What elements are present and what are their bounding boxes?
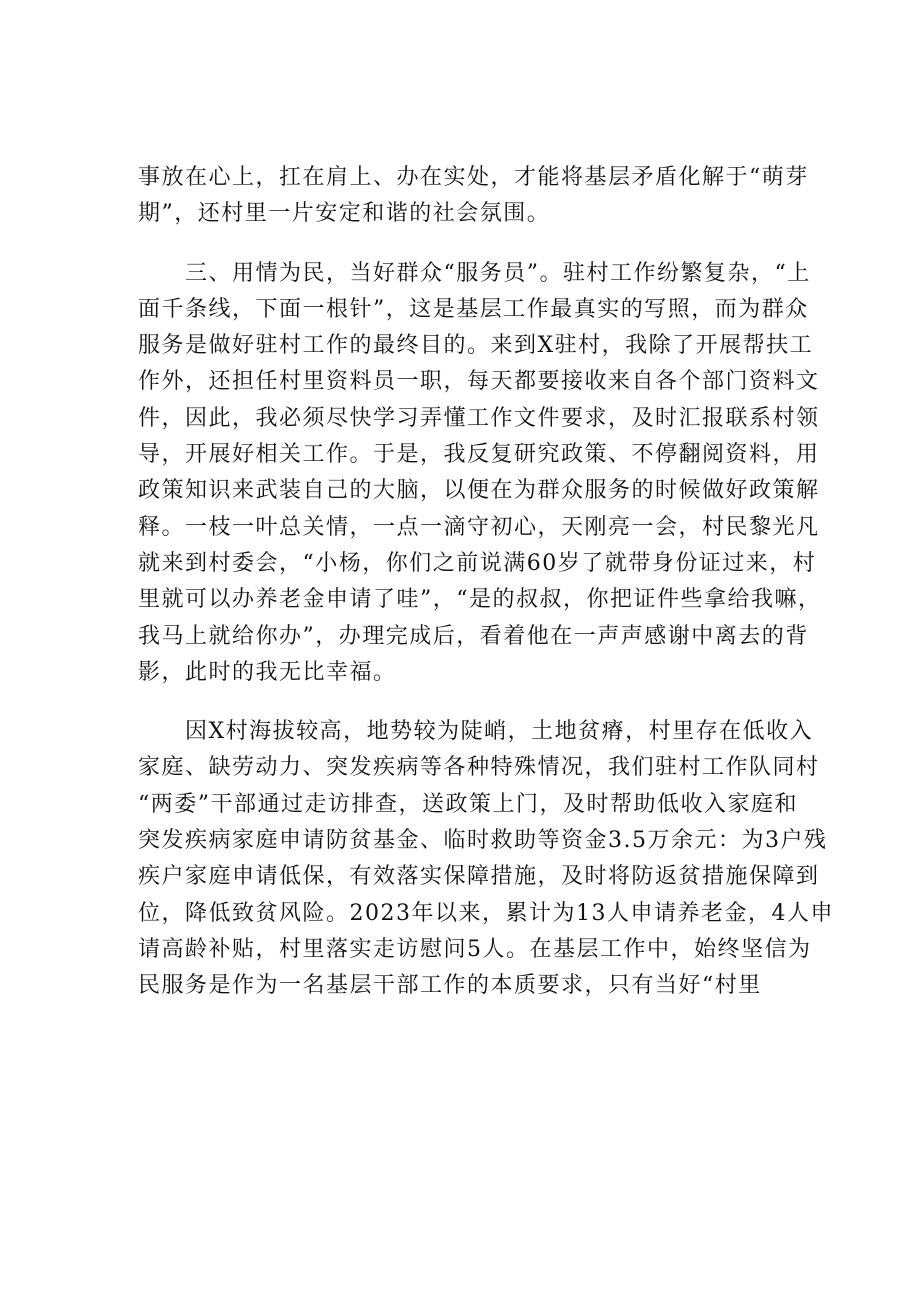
text-line: 期”，还村里一片安定和谐的社会氛围。 [138,201,551,227]
text-line: 政策知识来武装自己的大脑，以便在为群众服务的时候做好政策解 [138,478,820,504]
text-line: 影，此时的我无比幸福。 [138,659,397,685]
text-line: 里就可以办养老金申请了哇”，“是的叔叔，你把证件些拿给我嘛， [138,587,822,613]
paragraph-gap [138,691,794,714]
paragraph-1 [138,160,809,233]
paragraph-gap [138,233,794,256]
text-line: 作外，还担任村里资料员一职，每天都要接收来自各个部门资料文 [138,369,820,395]
text-line: 突发疾病家庭申请防贫基金、临时救助等资金3.5万余元：为3户残 [138,828,828,854]
text-line: 面千条线，下面一根针”，这是基层工作最真实的写照，而为群众 [138,296,809,322]
text-line: 导，开展好相关工作。于是，我反复研究政策、不停翻阅资料，用 [138,442,820,468]
paragraph-2 [138,256,822,692]
text-line: 因X村海拔较高，地势较为陡峭，土地贫瘠，村里存在低收入 [138,719,814,745]
text-line: 事放在心上，扛在肩上、办在实处，才能将基层矛盾化解于“萌芽 [138,165,809,190]
text-line: 位，降低致贫风险。2023年以来，累计为13人申请养老金，4人申 [138,900,834,926]
text-line: 疾户家庭申请低保，有效落实保障措施，及时将防返贫措施保障到 [138,864,820,890]
text-line: 民服务是作为一名基层干部工作的本质要求，只有当好“村里 [138,973,762,999]
text-line: 三、用情为民，当好群众“服务员”。驻村工作纷繁复杂，“上 [138,260,811,286]
text-line: 服务是做好驻村工作的最终目的。来到X驻村，我除了开展帮扶工 [138,333,814,359]
text-line: “两委”干部通过走访排查，送政策上门，及时帮助低收入家庭和 [138,791,798,817]
paragraph-3 [138,714,834,1004]
document-body [138,160,834,1005]
text-line: 件，因此，我必须尽快学习弄懂工作文件要求，及时汇报联系村领 [138,405,820,431]
text-line: 我马上就给你办”，办理完成后，看着他在一声声感谢中离去的背 [138,623,809,649]
text-line: 家庭、缺劳动力、突发疾病等各种特殊情况，我们驻村工作队同村 [138,755,820,781]
text-line: 就来到村委会，“小杨，你们之前说满60岁了就带身份证过来，村 [138,550,817,576]
text-line: 请高龄补贴，村里落实走访慰问5人。在基层工作中，始终坚信为 [138,936,812,962]
text-line: 释。一枝一叶总关情，一点一滴守初心，天刚亮一会，村民黎光凡 [138,514,820,540]
